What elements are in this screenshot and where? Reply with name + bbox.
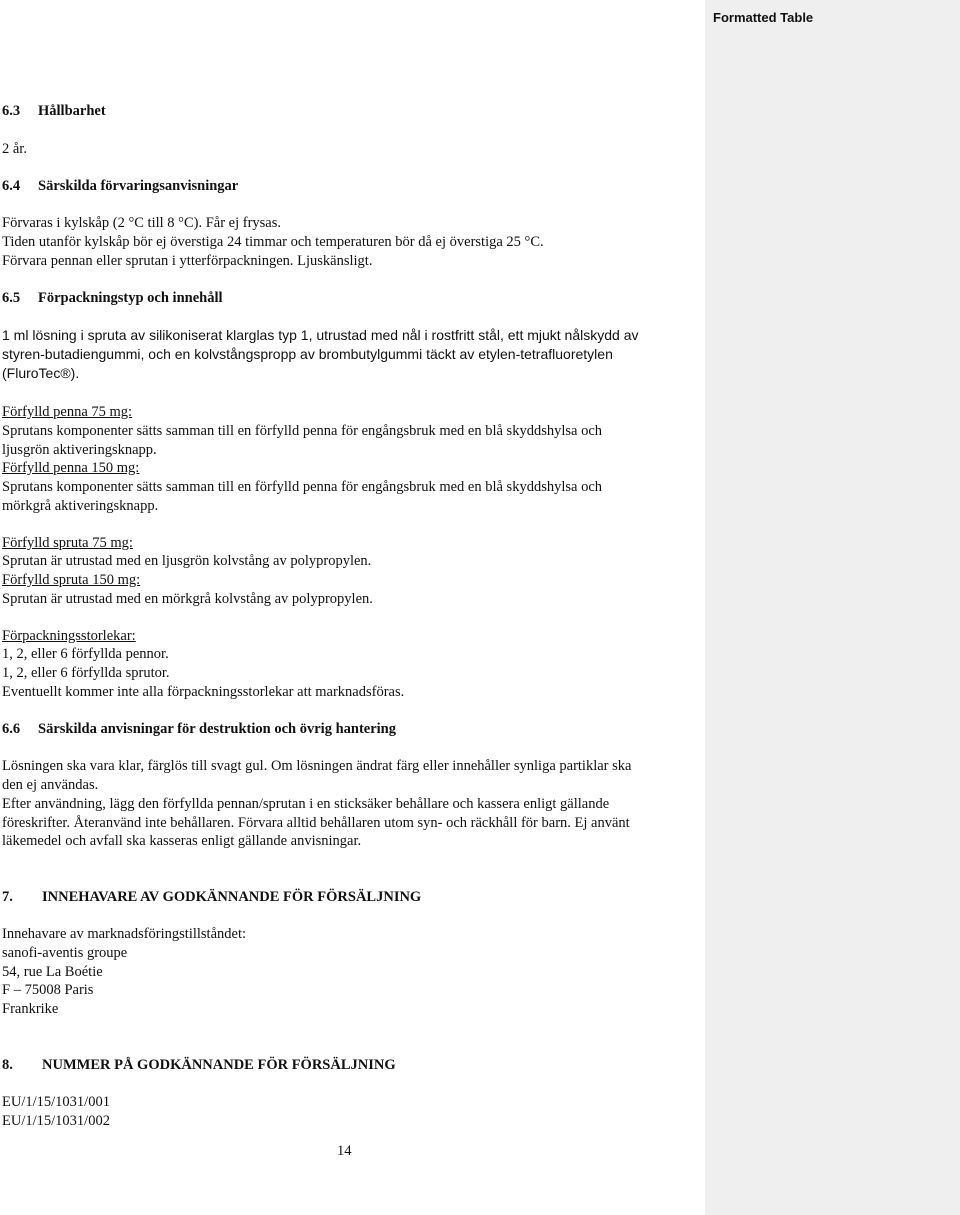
holder-line: 54, rue La Boétie bbox=[2, 964, 103, 980]
pen-150-heading: Förfylld penna 150 mg: bbox=[2, 460, 140, 476]
heading-6-6: 6.6 Särskilda anvisningar för destruktion och övrig hantering bbox=[2, 721, 396, 737]
pen-75-line: ljusgrön aktiveringsknapp. bbox=[2, 442, 157, 458]
pen-75-heading: Förfylld penna 75 mg: bbox=[2, 404, 133, 420]
pack-sizes-heading: Förpackningsstorlekar: bbox=[2, 628, 136, 644]
holder-line: F – 75008 Paris bbox=[2, 982, 94, 998]
syringe-75-text: Sprutan är utrustad med en ljusgrön kolvstång av polypropylen. bbox=[2, 553, 372, 569]
heading-6-4: 6.4 Särskilda förvaringsanvisningar bbox=[2, 178, 239, 194]
heading-8: 8. NUMMER PÅ GODKÄNNANDE FÖR FÖRSÄLJNING bbox=[2, 1057, 396, 1073]
package-intro-line: (FluroTec®). bbox=[2, 365, 80, 381]
disposal-line: föreskrifter. Återanvänd inte behållaren. Förvara alltid behållaren utom syn- och räckhåll för barn. Ej använt bbox=[2, 815, 630, 831]
disposal-line: läkemedel och avfall ska kasseras enligt gällande anvisningar. bbox=[2, 833, 362, 849]
holder-line: Innehavare av marknadsföringstillståndet: bbox=[2, 926, 247, 942]
pack-size-line: Eventuellt kommer inte alla förpackningsstorlekar att marknadsföras. bbox=[2, 684, 405, 700]
heading-7: 7. INNEHAVARE AV GODKÄNNANDE FÖR FÖRSÄLJNING bbox=[2, 889, 422, 905]
holder-line: Frankrike bbox=[2, 1001, 59, 1017]
pack-size-line: 1, 2, eller 6 förfyllda pennor. bbox=[2, 646, 169, 662]
disposal-line: Efter användning, lägg den förfyllda pennan/sprutan i en sticksäker behållare och kassera enligt gällande bbox=[2, 796, 610, 812]
shelf-life-text: 2 år. bbox=[2, 141, 27, 157]
syringe-75-heading: Förfylld spruta 75 mg: bbox=[2, 535, 133, 551]
package-intro-line: 1 ml lösning i spruta av silikoniserat klarglas typ 1, utrustad med nål i rostfritt stål, ett mjukt nålskydd av bbox=[2, 327, 639, 343]
heading-6-5: 6.5 Förpackningstyp och innehåll bbox=[2, 290, 223, 306]
pen-150-line: Sprutans komponenter sätts samman till en förfylld penna för engångsbruk med en blå skyddshylsa och bbox=[2, 479, 603, 495]
storage-line: Förvara pennan eller sprutan i ytterförpackningen. Ljuskänsligt. bbox=[2, 253, 373, 269]
pen-75-line: Sprutans komponenter sätts samman till en förfylld penna för engångsbruk med en blå skyddshylsa och bbox=[2, 423, 603, 439]
authorisation-number: EU/1/15/1031/002 bbox=[2, 1113, 110, 1129]
formatted-table-label: Formatted Table bbox=[713, 10, 814, 25]
storage-line: Förvaras i kylskåp (2 °C till 8 °C). Får ej frysas. bbox=[2, 215, 282, 231]
page-number: 14 bbox=[337, 1143, 352, 1159]
package-intro-line: styren-butadiengummi, och en kolvstångspropp av brombutylgummi täckt av etylen-tetrafluoretylen bbox=[2, 346, 613, 362]
pack-size-line: 1, 2, eller 6 förfyllda sprutor. bbox=[2, 665, 170, 681]
storage-line: Tiden utanför kylskåp bör ej överstiga 24 timmar och temperaturen bör då ej överstiga 25 °C. bbox=[2, 234, 544, 250]
disposal-line: den ej användas. bbox=[2, 777, 99, 793]
pen-150-line: mörkgrå aktiveringsknapp. bbox=[2, 498, 159, 514]
syringe-150-heading: Förfylld spruta 150 mg: bbox=[2, 572, 141, 588]
comment-pane bbox=[705, 0, 960, 1215]
heading-6-3: 6.3 Hållbarhet bbox=[2, 103, 106, 119]
authorisation-number: EU/1/15/1031/001 bbox=[2, 1094, 110, 1110]
disposal-line: Lösningen ska vara klar, färglös till svagt gul. Om lösningen ändrat färg eller innehåller synliga partiklar ska bbox=[2, 758, 632, 774]
holder-line: sanofi-aventis groupe bbox=[2, 945, 128, 961]
syringe-150-text: Sprutan är utrustad med en mörkgrå kolvstång av polypropylen. bbox=[2, 591, 373, 607]
